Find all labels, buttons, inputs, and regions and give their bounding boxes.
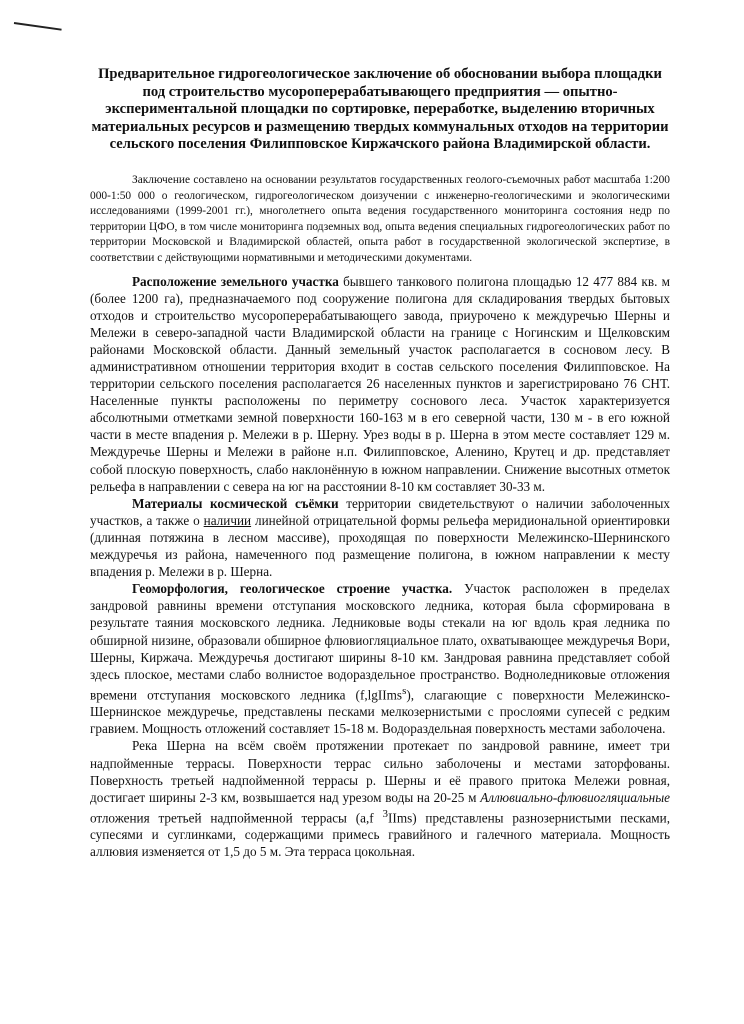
scan-pen-mark <box>14 22 62 31</box>
section-location <box>90 273 670 495</box>
document-page <box>90 66 670 861</box>
section-geomorph-heading: Геоморфология, геологическое строение участка. <box>132 581 453 597</box>
section-geomorph-text-before: Участок расположен в пределах зандровой равнины времени отступания московского ледника, которая была сформирована в результате таяния московского ледника. Ледниковые воды стекали на юг вдоль края ледника по обширной низине, образовали обширное флювиогляциальное плато, охватывающее междуречья Вори, Шерны, Киржача. Междуречья достигают ширины 8-10 км. Зандровая равнина представляет собой здесь плоское, местами слабо волнистое водораздельное пространство. Водноледниковые отложения времени отступания московского ледника (f,lgIIms <box>90 581 670 703</box>
section-geomorphology <box>90 580 670 737</box>
section-geomorph-sup: s <box>402 684 407 697</box>
section-space-imagery <box>90 495 670 580</box>
section-space-text-after: линейной отрицательной формы рельефа меридиональной ориентировки (длинная потяжина в лесном массиве), проходящая по поверхности Мележинско-Шернинского междуречья из района, намеченного под размещение полигона, в южном направлении к месту впадения р. Мележи в р. Шерна. <box>90 512 670 580</box>
intro-paragraph: Заключение составлено на основании результатов государственных геолого-съемочных работ масштаба 1:200 000-1:50 000 о геологическом, гидрогеологическом доизучении с инженерно-геологическими и экологическими исследованиями (1999-2001 гг.), многолетнего опыта ведения государственного мониторинга состояния недр по территории ЦФО, в том числе мониторинга подземных вод, опыта ведения специальных гидрогеологических работ по территории Московской и Владимирской областей, опыта работ в государственной экологической экспертизе, в соответствии с действующими нормативными и методическими документами. <box>90 173 670 264</box>
section-river-text-after: IIms) представлены разнозернистыми песками, супесями и суглинками, содержащими примесь гравийного и галечного материала. Мощность аллювия изменяется от 1,5 до 5 м. Эта терраса цокольная. <box>90 810 671 860</box>
section-geomorph-text-after: ), слагающие с поверхности Мележинско-Шернинское междуречье, представлены песками мелкозернистыми с прослоями супесей с редким гравием. Мощность отложений составляет 15-18 м. Водораздельная поверхность местами заболочена. <box>90 687 670 737</box>
section-river-text-mid: отложения третьей надпойменной террасы (a,f <box>90 810 383 826</box>
section-location-heading: Расположение земельного участка <box>132 273 339 289</box>
section-river-text-before: Река Шерна на всём своём протяжении протекает по зандровой равнине, имеет три надпойменные террасы. Поверхности террас сильно заболочены и местами заторфованы. Поверхность третьей надпойменной террасы р. Шерны и её правого притока Мележи ровная, достигает ширины 2-3 км, возвышается над урезом воды на 20-25 м <box>90 738 670 805</box>
section-river-sup: 3 <box>382 807 389 820</box>
section-space-text-before: территории свидетельствуют о наличии заболоченных участков, а также о <box>90 495 670 528</box>
section-space-underlined: наличии <box>203 512 252 528</box>
section-space-heading: Материалы космической съёмки <box>132 495 339 511</box>
section-location-text: бывшего танкового полигона площадью 12 477 884 кв. м (более 1200 га), предназначаемого под сооружение полигона для складирования твердых бытовых отходов и строительство мусороперерабатывающего завода, приурочено к междуречью Шерны и Мележи в северо-западной части Владимирской области на границе с Ногинским и Щелковским районами Московской области. Данный земельный участок располагается в сосновом лесу. В административном отношении территория входит в состав сельского поселения Филипповское. На территории сельского поселения располагается 26 населенных пунктов и зарегистрировано 76 СНТ. Населенные пункты расположены по периметру соснового леса. Участок характеризуется абсолютными отметками земной поверхности 160-163 м в его северной части, 130 м - в его южной части в месте впадения р. Мележи в р. Шерну. Урез воды в р. Шерна в этом месте составляет 129 м. Междуречье Шерны и Мележи в районе н.п. Филипповское, Аленино, Крутец и др. представляет собой плоскую поверхность, слабо наклонённую в южном направлении. Снижение высотных отметок рельефа в направлении с севера на юг на расстоянии 8-10 км составляет 30-33 м. <box>90 273 670 494</box>
section-river-italic: Аллювиально-флювиогляциальные <box>480 789 670 805</box>
document-title: Предварительное гидрогеологическое заключение об обосновании выбора площадки под строительство мусороперерабатывающего предприятия — опытно-экспериментальной площадки по сортировке, переработке, выделению вторичных материальных ресурсов и размещению твердых коммунальных отходов на территории сельского поселения Филипповское Киржачского района Владимирской области. <box>91 66 669 153</box>
section-river <box>90 737 670 860</box>
